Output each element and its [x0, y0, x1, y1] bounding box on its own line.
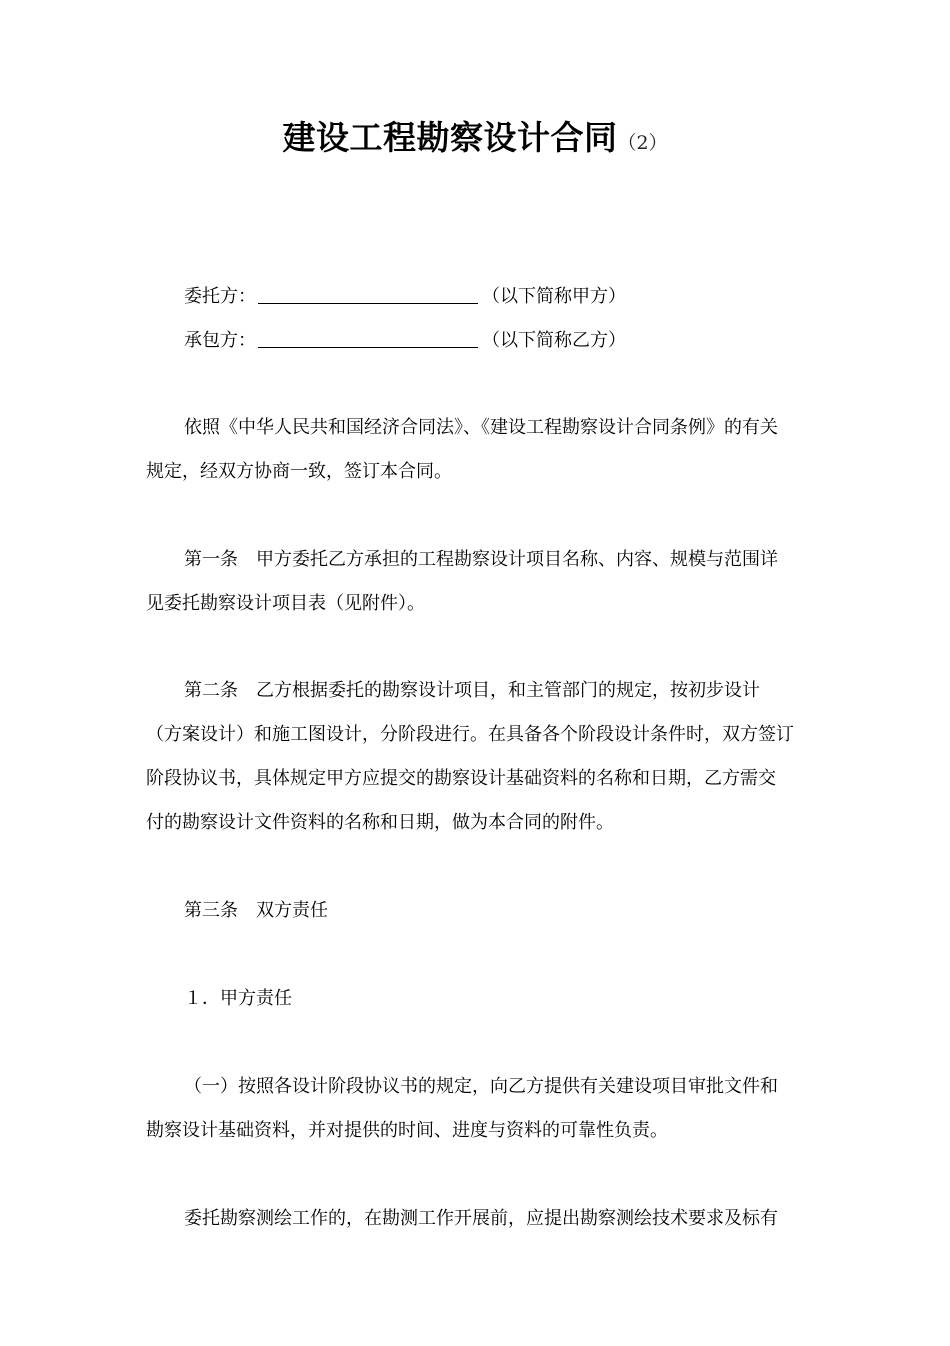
article3-title: 双方责任 [256, 900, 328, 921]
document-title [0, 112, 950, 159]
party-client-blank [258, 285, 478, 304]
item1-line-1: （一）按照各设计阶段协议书的规定，向乙方提供有关建设项目审批文件和 [184, 1076, 778, 1097]
item1-line-2: 勘察设计基础资料，并对提供的时间、进度与资料的可靠性负责。 [146, 1120, 668, 1141]
survey-line-1: 委托勘察测绘工作的，在勘测工作开展前，应提出勘察测绘技术要求及标有 [184, 1208, 778, 1229]
article2-line-3: 阶段协议书，具体规定甲方应提交的勘察设计基础资料的名称和日期，乙方需交 [146, 768, 776, 789]
party-client-label: 委托方： [184, 286, 256, 307]
party-client-note: （以下简称甲方） [482, 286, 626, 307]
article2-heading: 第二条 [184, 680, 238, 701]
title-suffix: （2） [617, 132, 668, 154]
party-contractor-blank [258, 329, 478, 348]
article2-line-4: 付的勘察设计文件资料的名称和日期，做为本合同的附件。 [146, 812, 614, 833]
article2-text-1: 乙方根据委托的勘察设计项目，和主管部门的规定，按初步设计 [256, 680, 760, 701]
section1-heading: １．甲方责任 [184, 988, 292, 1009]
intro-line-1: 依照《中华人民共和国经济合同法》、《建设工程勘察设计合同条例》的有关 [184, 417, 778, 438]
article2-line-2: （方案设计）和施工图设计，分阶段进行。在具备各个阶段设计条件时，双方签订 [146, 724, 794, 745]
party-client-line [184, 285, 810, 309]
title-main: 建设工程勘察设计合同 [282, 118, 618, 157]
intro-line-2: 规定，经双方协商一致，签订本合同。 [146, 461, 452, 482]
article1-heading: 第一条 [184, 549, 238, 570]
article1-line-1 [184, 548, 810, 572]
article3-heading: 第三条 [184, 900, 238, 921]
article1-line-2: 见委托勘察设计项目表（见附件）。 [146, 593, 425, 614]
party-contractor-note: （以下简称乙方） [482, 330, 626, 351]
article3-line [184, 899, 810, 923]
article2-line-1 [184, 679, 810, 703]
article1-text-1: 甲方委托乙方承担的工程勘察设计项目名称、内容、规模与范围详 [256, 549, 778, 570]
party-contractor-line [184, 329, 810, 353]
party-contractor-label: 承包方： [184, 330, 256, 351]
